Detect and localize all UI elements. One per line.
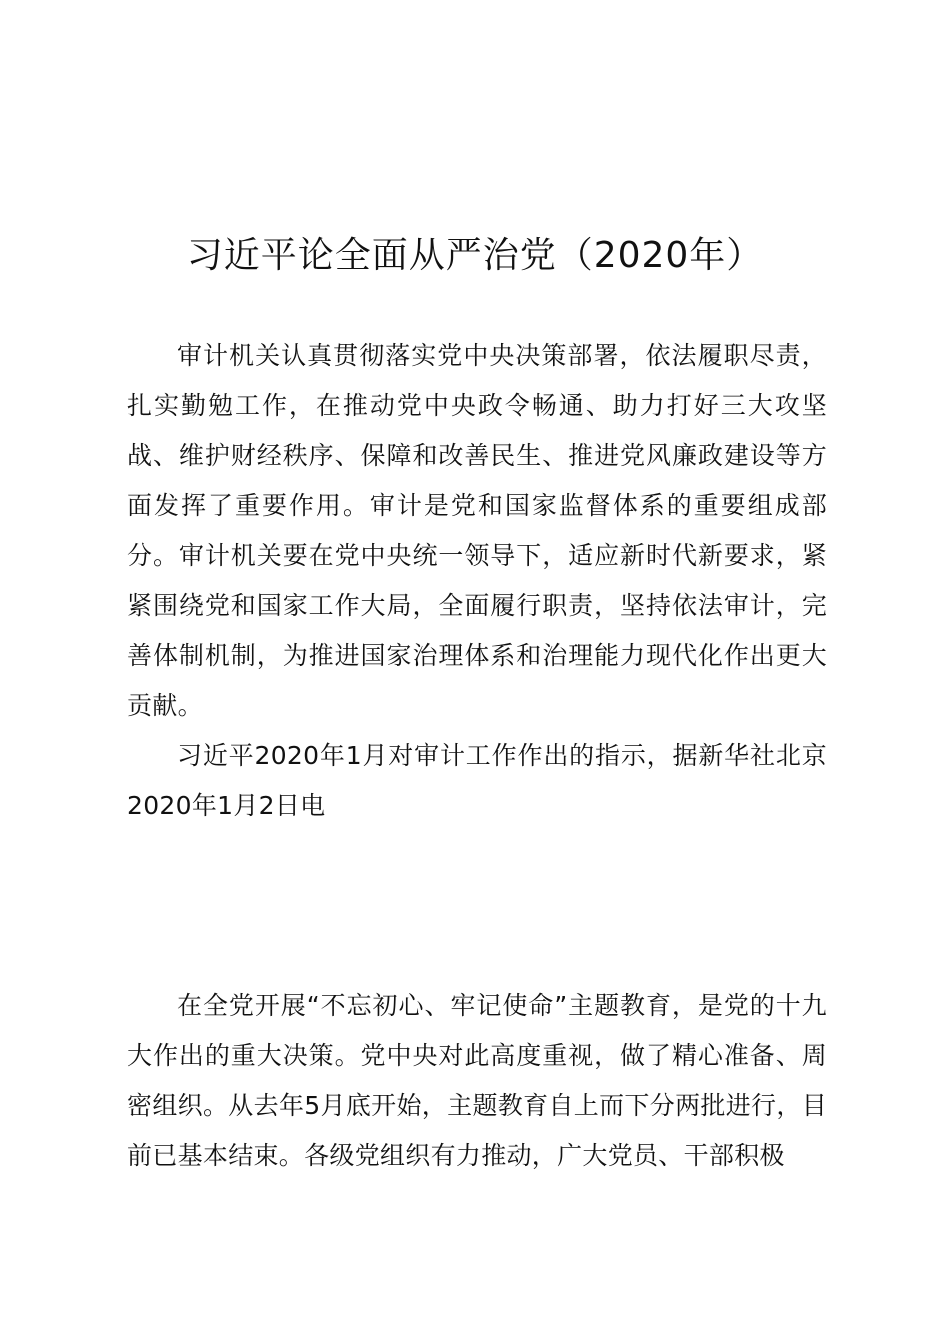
document-title: 习近平论全面从严治党（2020年） <box>186 235 764 276</box>
paragraph-audit-instruction: 审计机关认真贯彻落实党中央决策部署，依法履职尽责，扎实勤勉工作，在推动党中央政令畅通、助力打好三大攻坚战、维护财经秩序、保障和改善民生、推进党风廉政建设等方面发挥了重要作用。审计是党和国家监督体系的重要组成部分。审计机关要在党中央统一领导下，适应新时代新要求，紧紧围绕党和国家工作大局，全面履行职责，坚持依法审计，完善体制机制，为推进国家治理体系和治理能力现代化作出更大贡献。 <box>127 341 827 720</box>
paragraph-theme-education: 在全党开展“不忘初心、牢记使命”主题教育，是党的十九大作出的重大决策。党中央对此高度重视，做了精心准备、周密组织。从去年5月底开始，主题教育自上而下分两批进行，目前已基本结束。各级党组织有力推动，广大党员、干部积极 <box>127 991 827 1170</box>
paragraph-source-note: 习近平2020年1月对审计工作作出的指示，据新华社北京2020年1月2日电 <box>127 741 827 820</box>
